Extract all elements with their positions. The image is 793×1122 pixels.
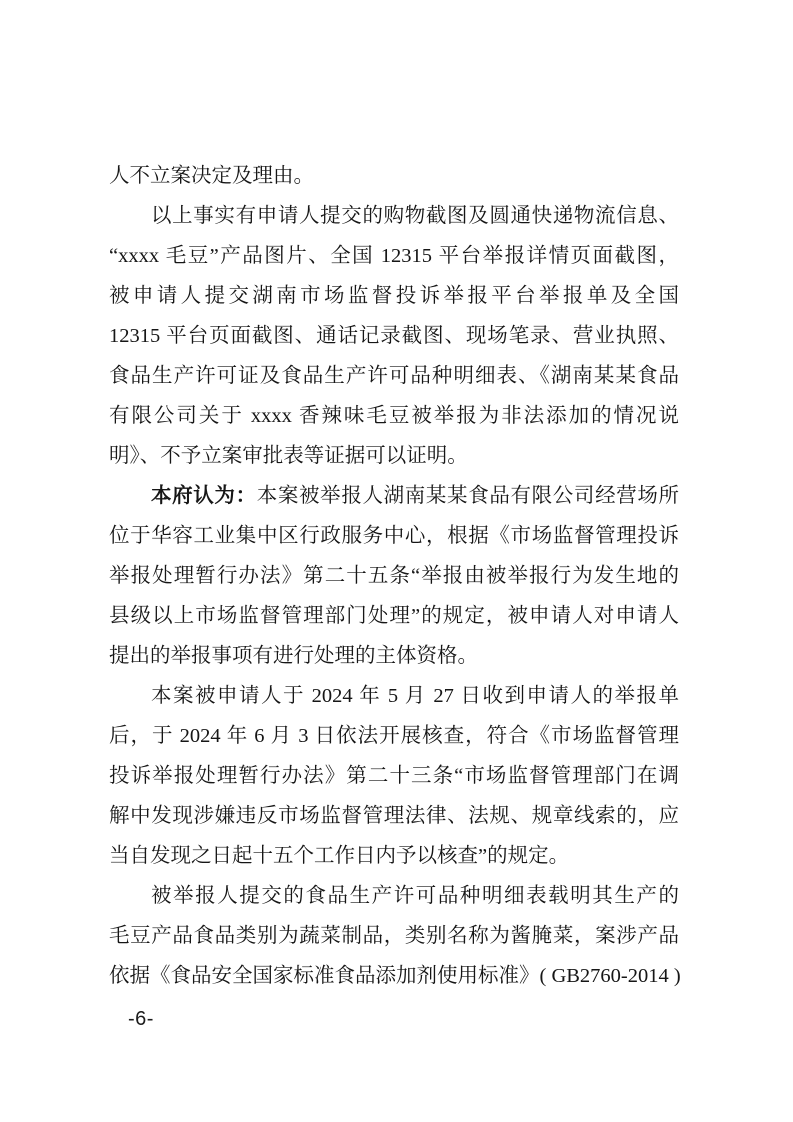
text-line <box>109 596 679 636</box>
text-line <box>109 356 679 396</box>
text-segment: 食品生产许可证及食品生产许可品种明细表、《湖南某某食品 <box>109 365 679 387</box>
text-line <box>109 676 679 716</box>
text-segment: 以上事实有申请人提交的购物截图及圆通快递物流信息、 <box>151 205 679 227</box>
text-segment: 提出的举报事项有进行处理的主体资格。 <box>109 645 478 667</box>
text-line <box>109 476 679 516</box>
text-segment: 有限公司关于 xxxx 香辣味毛豆被举报为非法添加的情况说 <box>109 405 679 427</box>
text-line <box>109 876 679 916</box>
text-segment: 明》、不予立案审批表等证据可以证明。 <box>109 445 468 467</box>
text-line <box>109 156 679 196</box>
text-line <box>109 636 679 676</box>
text-segment: 解中发现涉嫌违反市场监督管理法律、法规、规章线索的，应 <box>109 805 679 827</box>
text-line <box>109 236 679 276</box>
text-line <box>109 956 679 996</box>
text-line <box>109 276 679 316</box>
text-line <box>109 836 679 876</box>
text-line <box>109 916 679 956</box>
text-segment: 位于华容工业集中区行政服务中心，根据《市场监督管理投诉 <box>109 525 679 547</box>
text-line <box>109 556 679 596</box>
text-line <box>109 796 679 836</box>
text-segment: 被申请人提交湖南市场监督投诉举报平台举报单及全国 <box>109 285 679 307</box>
text-segment: 12315 平台页面截图、通话记录截图、现场笔录、营业执照、 <box>109 325 679 347</box>
text-line <box>109 716 679 756</box>
text-segment: 投诉举报处理暂行办法》第二十三条“市场监督管理部门在调 <box>109 765 679 787</box>
text-segment: 本案被举报人湖南某某食品有限公司经营场所 <box>256 485 680 507</box>
text-line <box>109 396 679 436</box>
text-line <box>109 756 679 796</box>
text-segment: 举报处理暂行办法》第二十五条“举报由被举报行为发生地的 <box>109 565 679 587</box>
text-segment: 人不立案决定及理由。 <box>109 165 314 187</box>
text-segment: 被举报人提交的食品生产许可品种明细表载明其生产的 <box>151 885 679 907</box>
bold-emphasis-text: 本府认为： <box>151 485 257 507</box>
page-number: -6- <box>128 1008 154 1030</box>
text-line <box>109 516 679 556</box>
text-segment: “xxxx 毛豆”产品图片、全国 12315 平台举报详情页面截图， <box>109 245 679 267</box>
text-line <box>109 196 679 236</box>
text-segment: 县级以上市场监督管理部门处理”的规定，被申请人对申请人 <box>109 605 679 627</box>
text-line <box>109 316 679 356</box>
text-segment: 当自发现之日起十五个工作日内予以核查”的规定。 <box>109 845 570 867</box>
text-line <box>109 436 679 476</box>
text-segment: 依据《食品安全国家标准食品添加剂使用标准》( GB2760-2014 ) <box>109 965 681 987</box>
text-segment: 后，于 2024 年 6 月 3 日依法开展核查，符合《市场监督管理 <box>109 725 679 747</box>
document-body <box>109 156 679 996</box>
text-segment: 毛豆产品食品类别为蔬菜制品，类别名称为酱腌菜，案涉产品 <box>109 925 679 947</box>
text-segment: 本案被申请人于 2024 年 5 月 27 日收到申请人的举报单 <box>151 685 679 707</box>
